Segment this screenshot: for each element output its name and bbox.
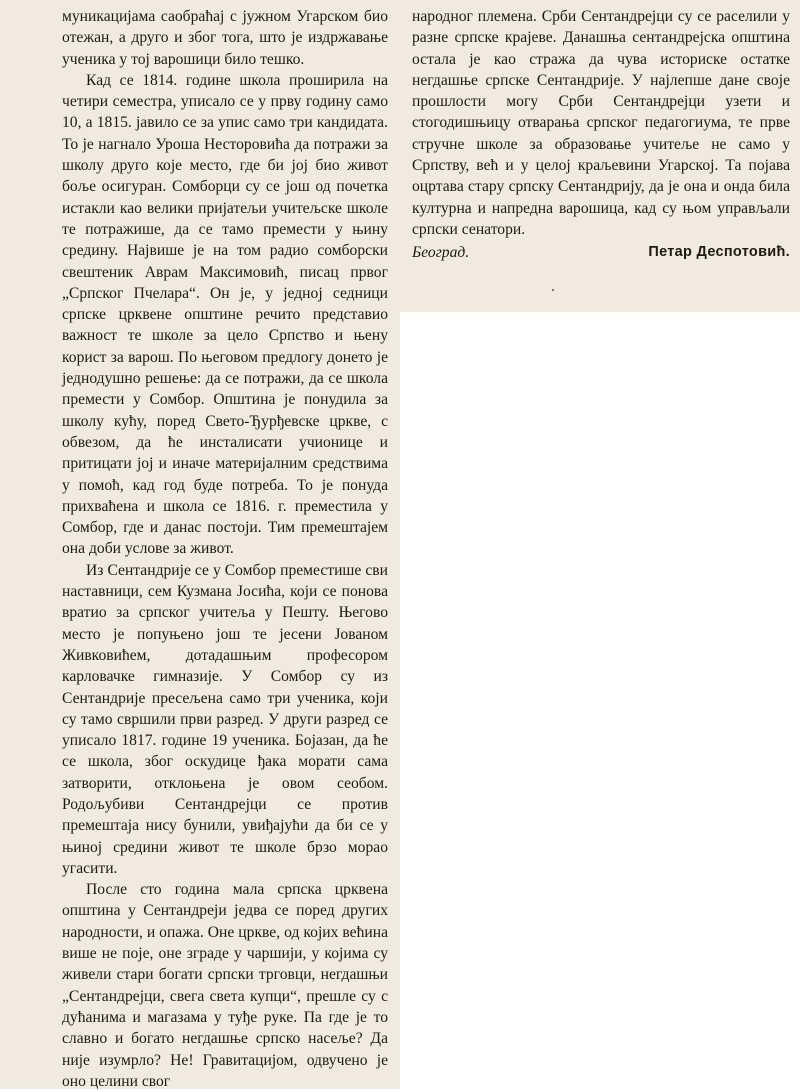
- paragraph: Кад се 1814. године школа проширила на четири семестра, уписало се у прву годину само 10, а 1815. јавило се за упис само три кандидата. То је нагнало Уроша Несторовића да потражи за школу друго које место, где би јој био живот боље осигуран. Сомборци су се још од почетка истакли као велики пријатељи учитељске школе те потражише, да се тамо премести у њину средину. Највише је на том радио сомборски свештеник Аврам Максимовић, писац првог „Српског Пчелара“. Он је, у једној седници српске црквене општине речито представио важност те школе за цело Српство и њену корист за варош. По његовом предлогу донето је једнодушно решење: да се потражи, да се школа премести у Сомбор. Општина је понудила за школу кућу, поред Свето-Ђурђевске цркве, с обвезом, да ће инсталисати учионице и притицати јој и иначе материјалним средствима у помоћ, кад год буде потреба. То је понуда прихваћена и школа се 1816. г. преместила у Сомбор, где и данас постоји. Тим премештајем она доби услове за живот.: [62, 71, 388, 558]
- article-column-left: [0, 0, 400, 1089]
- separator-dot: [552, 289, 554, 291]
- paragraph: После сто година мала српска црквена општина у Сентандреји једва се поред других народности, и опажа. Оне цркве, од којих већина више не поје, оне зграде у чаршији, у којима су живели стари богати српски трговци, негдашњи „Сентандрејци, свега света купци“, прешле су с дућанима и магазама у туђе руке. Па где је то славно и богато негдашње српско насеље? Да није изумрло? Не! Гравитацијом, одвучено је оно целини свог: [62, 881, 388, 1090]
- signature-author: Петар Деспотовић.: [648, 244, 790, 261]
- paragraph: Из Сентандрије се у Сомбор преместише сви наставници, сем Кузмана Јосића, који се понова вратио за српског учитеља у Пешту. Његово место је попуњено још те јесени Јованом Живковићем, дотадашњим професором карловачке гимназије. У Сомбор су из Сентандрије пресељена само три ученика, који су тамо свршили први разред. У други разред се уписало 1817. године 19 ученика. Бојазан, да ће се школа, због оскудице ђака морати сама затворити, отклоњена је овом сеобом. Родољубиви Сентандрејци се против премештаја нису бунили, увиђајући да би се у њиној средини живот те школе брзо морао угасити.: [62, 561, 388, 877]
- signature-place: Београд.: [412, 244, 470, 262]
- signature: [412, 242, 790, 263]
- paragraph: муникацијама саобраћај с јужном Угарском био отежан, а друго и због тога, што је издржавање ученика у тој варошици било тешко.: [62, 8, 388, 68]
- article-column-right: [400, 0, 800, 312]
- paragraph: народног племена. Срби Сентандрејци су се раселили у разне српске крајеве. Данашња сентандрејска општина остала је као стража да чува историске остатке негдашње српске Сентандрије. У најлепше дане своје прошлости могу Срби Сентандрејци узети и стогодишњицу отварања српског педагогиума, те прве стручне школе за образовање учитеље не само у Српству, већ и у целој краљевини Угарској. Та појава оцртава стару српску Сентандрију, да је она и онда била културна и напредна варошица, кад су њом управљали српски сенатори.: [412, 8, 790, 238]
